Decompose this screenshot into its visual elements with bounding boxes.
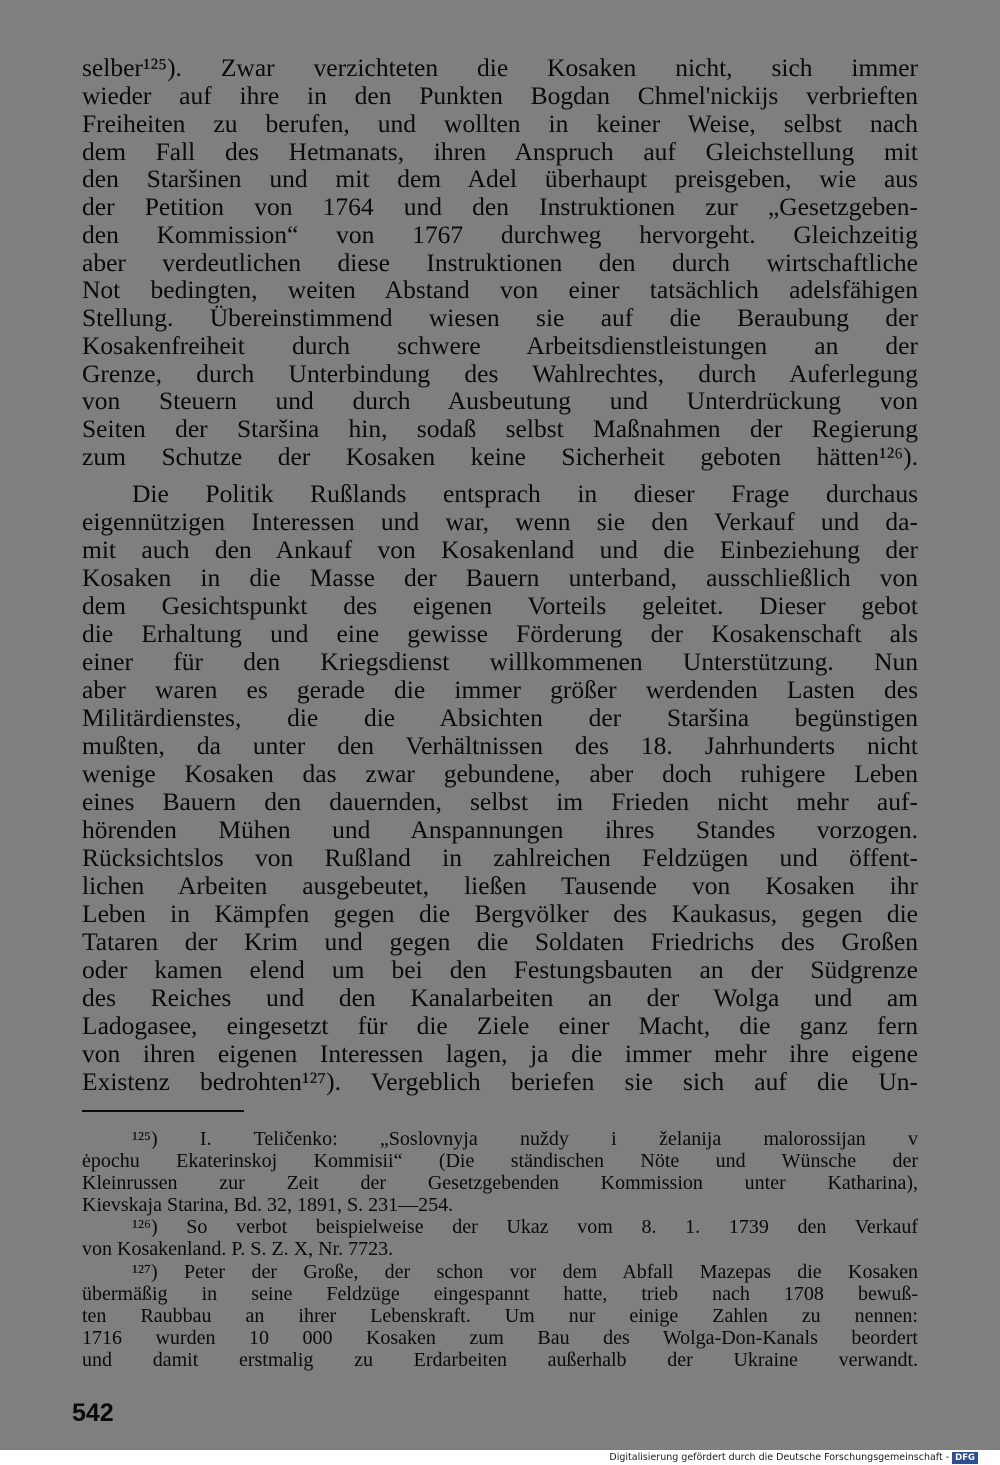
body-line: mußten, da unter den Verhältnissen des 18. Jahrhunderts nicht: [82, 731, 918, 760]
footnote-125-line: ėpochu Ekaterinskoj Kommisii“ (Die ständischen Nöte und Wünsche der: [82, 1150, 918, 1172]
dfg-logo: DFG: [952, 1452, 978, 1464]
body-line: Grenze, durch Unterbindung des Wahlrechtes, durch Auferlegung: [82, 359, 918, 388]
body-line: aber verdeutlichen diese Instruktionen den durch wirtschaftliche: [82, 248, 918, 277]
body-line: eines Bauern den dauernden, selbst im Frieden nicht mehr auf-: [82, 787, 918, 816]
body-line: von Steuern und durch Ausbeutung und Unterdrückung von: [82, 386, 918, 415]
digitization-credit: [609, 1451, 978, 1464]
body-line: des Reiches und den Kanalarbeiten an der Wolga und am: [82, 983, 918, 1012]
footnote-127-line: und damit erstmalig zu Erdarbeiten außerhalb der Ukraine verwandt.: [82, 1349, 918, 1371]
body-line: wenige Kosaken das zwar gebundene, aber doch ruhigere Leben: [82, 759, 918, 788]
body-line: Militärdienstes, die die Absichten der Staršina begünstigen: [82, 703, 918, 732]
body-line: die Erhaltung und eine gewisse Förderung der Kosakenschaft als: [82, 619, 918, 648]
body-line: Kosaken in die Masse der Bauern unterband, ausschließlich von: [82, 563, 918, 592]
body-line: dem Gesichtspunkt des eigenen Vorteils geleitet. Dieser gebot: [82, 591, 918, 620]
body-line: den Staršinen und mit dem Adel überhaupt preisgeben, wie aus: [82, 164, 918, 193]
body-line: lichen Arbeiten ausgebeutet, ließen Tausende von Kosaken ihr: [82, 871, 918, 900]
body-line: Freiheiten zu berufen, und wollten in keiner Weise, selbst nach: [82, 109, 918, 138]
body-line: Stellung. Übereinstimmend wiesen sie auf die Beraubung der: [82, 303, 918, 332]
body-line: Kosakenfreiheit durch schwere Arbeitsdienstleistungen an der: [82, 331, 918, 360]
body-line: Tataren der Krim und gegen die Soldaten Friedrichs des Großen: [82, 927, 918, 956]
paragraph-start-line: Die Politik Rußlands entsprach in dieser Frage durchaus: [132, 479, 918, 508]
body-line: Not bedingten, weiten Abstand von einer tatsächlich adelsfähigen: [82, 275, 918, 304]
body-line: der Petition von 1764 und den Instruktionen zur „Gesetzgeben-: [82, 192, 918, 221]
body-line: mit auch den Ankauf von Kosakenland und die Einbeziehung der: [82, 535, 918, 564]
body-line: selber¹²⁵). Zwar verzichteten die Kosaken nicht, sich immer: [82, 53, 918, 82]
footnote-125-line: Kleinrussen zur Zeit der Gesetzgebenden Kommission unter Katharina),: [82, 1172, 918, 1194]
body-line: von ihren eigenen Interessen lagen, ja die immer mehr ihre eigene: [82, 1039, 918, 1068]
body-line: aber waren es gerade die immer größer werdenden Lasten des: [82, 675, 918, 704]
body-line: Ladogasee, eingesetzt für die Ziele einer Macht, die ganz fern: [82, 1011, 918, 1040]
body-line: den Kommission“ von 1767 durchweg hervorgeht. Gleichzeitig: [82, 220, 918, 249]
body-line: zum Schutze der Kosaken keine Sicherheit geboten hätten¹²⁶).: [82, 442, 918, 471]
body-line: dem Fall des Hetmanats, ihren Anspruch auf Gleichstellung mit: [82, 137, 918, 166]
footnote-126-line: ¹²⁶) So verbot beispielweise der Ukaz vom 8. 1. 1739 den Verkauf: [132, 1216, 918, 1238]
footnote-125-line: Kievskaja Starina, Bd. 32, 1891, S. 231—254.: [82, 1194, 454, 1216]
body-line: wieder auf ihre in den Punkten Bogdan Chmel'nickijs verbrieften: [82, 81, 918, 110]
body-line: Rücksichtslos von Rußland in zahlreichen Feldzügen und öffent-: [82, 843, 918, 872]
body-line: hörenden Mühen und Anspannungen ihres Standes vorzogen.: [82, 815, 918, 844]
body-line: Seiten der Staršina hin, sodaß selbst Maßnahmen der Regierung: [82, 414, 918, 443]
body-line: einer für den Kriegsdienst willkommenen Unterstützung. Nun: [82, 647, 918, 676]
footnote-127-line: ten Raubbau an ihrer Lebenskraft. Um nur einige Zahlen zu nennen:: [82, 1305, 918, 1327]
body-line: Leben in Kämpfen gegen die Bergvölker des Kaukasus, gegen die: [82, 899, 918, 928]
footnote-separator: [82, 1110, 244, 1112]
body-line: eigennützigen Interessen und war, wenn sie den Verkauf und da-: [82, 507, 918, 536]
footnote-126-line: von Kosakenland. P. S. Z. X, Nr. 7723.: [82, 1238, 394, 1260]
body-line: Existenz bedrohten¹²⁷). Vergeblich beriefen sie sich auf die Un-: [82, 1067, 918, 1096]
page-number: 542: [72, 1399, 114, 1427]
body-line: oder kamen elend um bei den Festungsbauten an der Südgrenze: [82, 955, 918, 984]
footnote-125-line: ¹²⁵) I. Teličenko: „Soslovnyja nuždy i želanija malorossijan v: [132, 1128, 918, 1150]
credit-text: Digitalisierung gefördert durch die Deutsche Forschungsgemeinschaft -: [609, 1452, 950, 1463]
footnote-127-line: ¹²⁷) Peter der Große, der schon vor dem Abfall Mazepas die Kosaken: [132, 1261, 918, 1283]
footnote-127-line: 1716 wurden 10 000 Kosaken zum Bau des Wolga-Don-Kanals beordert: [82, 1327, 918, 1349]
footnote-127-line: übermäßig in seine Feldzüge eingespannt hatte, trieb nach 1708 bewuß-: [82, 1283, 918, 1305]
